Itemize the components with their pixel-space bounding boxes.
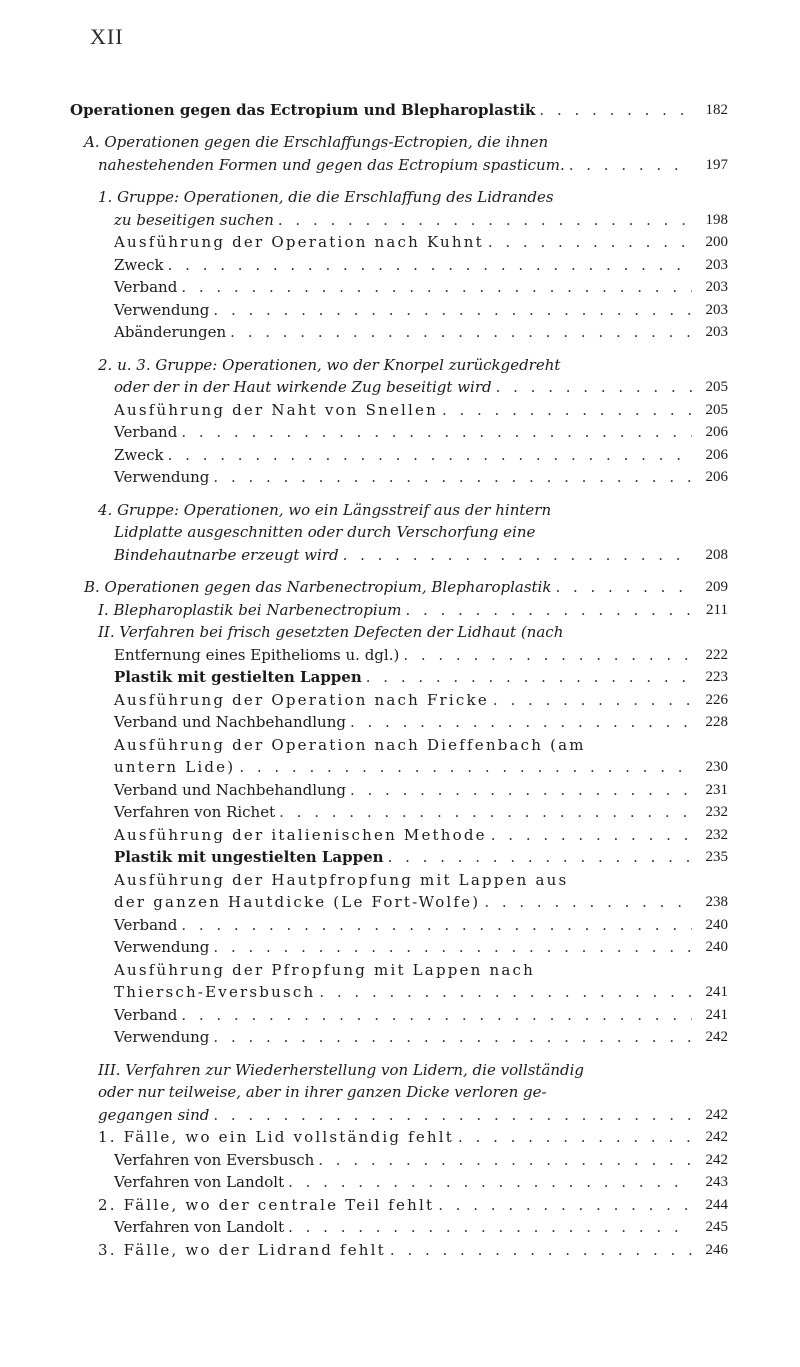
dot-leader (362, 668, 692, 686)
toc-entry (70, 686, 728, 709)
toc-entry-page: 206 (705, 446, 728, 463)
toc-entry-title: Ausführung der Operation nach Kuhnt (114, 233, 484, 251)
toc-entry (70, 1001, 728, 1024)
toc-entry-title: Ausführung der Operation nach Fricke (114, 690, 489, 709)
toc-entry (70, 889, 728, 912)
dot-leader (535, 101, 692, 119)
dot-leader (209, 938, 692, 956)
toc-entry-title: Verfahren von Richet (114, 803, 276, 821)
dot-leader (438, 401, 692, 419)
dot-leader (177, 423, 692, 441)
toc-entry (70, 151, 728, 174)
toc-entry-page: 231 (705, 781, 728, 798)
dot-leader (235, 758, 692, 776)
toc-entry-title: Verwendung (114, 300, 210, 319)
dot-leader (339, 546, 692, 564)
toc-entry-page: 223 (705, 669, 728, 685)
dot-leader (275, 803, 692, 821)
toc-entry-title: Ausführung der Hautpfropfung mit Lappen aus (114, 870, 569, 889)
toc-entry (70, 1079, 728, 1102)
toc-entry (70, 956, 728, 979)
toc-entry (70, 911, 728, 934)
dot-leader (284, 1218, 692, 1236)
toc-entry (70, 274, 728, 297)
toc-entry-page: 240 (705, 916, 728, 933)
toc-entry-page: 205 (705, 379, 728, 395)
toc-entry-page: 242 (705, 1129, 728, 1145)
toc-entry-title: Ausführung der italienischen Methode (114, 825, 487, 844)
toc-entry (70, 979, 728, 1002)
dot-leader (492, 378, 692, 396)
toc-entry (70, 464, 728, 487)
toc-entry-title: 3. Fälle, wo der Lidrand fehlt (98, 1240, 386, 1259)
toc-entry-title: Plastik mit gestielten Lappen (114, 668, 362, 686)
toc-entry-page: 182 (705, 101, 728, 118)
toc-entry-title: oder der in der Haut wirkende Zug beseitigt wird (114, 378, 492, 396)
toc-entry-title: 1. Gruppe: Operationen, die die Erschlaffung des Lidrandes (98, 188, 554, 206)
toc-entry-title: Plastik mit ungestielten Lappen (114, 848, 384, 866)
section-gap (70, 1046, 728, 1056)
toc-entry-page: 243 (705, 1174, 728, 1190)
toc-entry-title: II. Verfahren bei frisch gesetzten Defecten der Lidhaut (nach (98, 623, 564, 641)
section-gap (70, 174, 728, 184)
toc-entry (70, 441, 728, 464)
dot-leader (177, 916, 692, 934)
toc-entry-title: Ausführung der Naht von Snellen (114, 400, 438, 419)
toc-entry-title: Operationen gegen das Ectropium und Blepharoplastik (70, 100, 536, 119)
dot-leader (402, 601, 692, 619)
dot-leader (209, 1028, 692, 1046)
toc-entry (70, 1024, 728, 1047)
dot-leader (480, 893, 692, 911)
dot-leader (274, 211, 692, 229)
toc-entry (70, 229, 728, 252)
toc-entry-title: Thiersch-Eversbusch (114, 983, 316, 1001)
dot-leader (565, 156, 692, 174)
toc-entry-page: 241 (705, 984, 728, 1000)
dot-leader (315, 983, 692, 1001)
toc-entry-title: Ausführung der Pfropfung mit Lappen nach (114, 960, 535, 979)
dot-leader (484, 233, 692, 251)
toc-entry-page: 203 (705, 301, 728, 318)
toc-entry-title: A. Operationen gegen die Erschlaffungs-Ectropien, die ihnen (84, 133, 549, 151)
section-gap (70, 119, 728, 129)
toc-entry-page: 232 (705, 826, 728, 843)
toc-entry (70, 541, 728, 564)
toc-entry-page: 203 (705, 324, 728, 340)
toc-entry-title: Verwendung (114, 938, 210, 956)
toc-entry-page: 200 (705, 234, 728, 250)
section-gap (70, 564, 728, 574)
toc-entry-title: Verband (114, 1005, 178, 1024)
toc-entry (70, 799, 728, 822)
toc-entry-title: Verwendung (114, 1028, 210, 1046)
table-of-contents (70, 96, 728, 1259)
toc-entry-title: 1. Fälle, wo ein Lid vollständig fehlt (98, 1128, 455, 1146)
dot-leader (314, 1151, 692, 1169)
toc-entry (70, 934, 728, 957)
dot-leader (489, 691, 692, 709)
toc-entry (70, 574, 728, 597)
toc-entry-title: 2. Fälle, wo der centrale Teil fehlt (98, 1195, 435, 1214)
toc-entry-title: oder nur teilweise, aber in ihrer ganzen Dicke verloren ge- (98, 1083, 547, 1101)
toc-entry-title: der ganzen Hautdicke (Le Fort-Wolfe) (114, 893, 481, 911)
toc-entry-page: 197 (705, 156, 728, 173)
toc-entry-page: 203 (705, 256, 728, 273)
toc-entry-title: Bindehautnarbe erzeugt wird (114, 545, 339, 564)
toc-entry-page: 242 (705, 1106, 728, 1123)
toc-entry-title: Verfahren von Eversbusch (114, 1150, 315, 1169)
toc-entry-title: Verband und Nachbehandlung (114, 713, 346, 731)
toc-entry-title: Zweck (114, 445, 164, 464)
toc-entry-title: Verfahren von Landolt (114, 1173, 285, 1191)
toc-entry (70, 519, 728, 542)
dot-leader (487, 826, 692, 844)
dot-leader (226, 323, 692, 341)
toc-entry (70, 821, 728, 844)
toc-entry (70, 1056, 728, 1079)
toc-entry (70, 866, 728, 889)
toc-entry-title: gegangen sind (98, 1105, 210, 1124)
section-gap (70, 486, 728, 496)
toc-entry-page: 222 (705, 646, 728, 663)
toc-entry (70, 319, 728, 342)
toc-entry (70, 754, 728, 777)
toc-entry-title: B. Operationen gegen das Narbenectropium, Blepharoplastik (84, 578, 552, 596)
toc-entry-title: I. Blepharoplastik bei Narbenectropium (98, 600, 402, 619)
toc-entry-title: 2. u. 3. Gruppe: Operationen, wo der Knorpel zurückgedreht (98, 355, 561, 374)
dot-leader (164, 446, 692, 464)
dot-leader (209, 468, 692, 486)
dot-leader (399, 646, 692, 664)
toc-entry-title: Ausführung der Operation nach Dieffenbach (am (114, 735, 586, 754)
toc-entry (70, 1101, 728, 1124)
toc-entry-title: Abänderungen (114, 323, 227, 341)
toc-entry (70, 731, 728, 754)
toc-entry (70, 419, 728, 442)
toc-entry (70, 844, 728, 867)
toc-entry-page: 242 (705, 1029, 728, 1045)
toc-entry (70, 619, 728, 642)
toc-entry-page: 245 (705, 1219, 728, 1235)
toc-entry-page: 226 (705, 691, 728, 708)
toc-entry-title: III. Verfahren zur Wiederherstellung von Lidern, die vollständig (98, 1060, 585, 1079)
toc-entry-title: Verband (114, 915, 178, 934)
toc-entry-title: Lidplatte ausgeschnitten oder durch Verschorfung eine (114, 523, 536, 541)
toc-entry (70, 351, 728, 374)
toc-entry-page: 240 (705, 939, 728, 955)
toc-entry-title: Zweck (114, 255, 164, 274)
toc-entry (70, 641, 728, 664)
toc-entry (70, 1236, 728, 1259)
toc-entry-page: 235 (705, 849, 728, 865)
dot-leader (346, 781, 692, 799)
toc-entry-page: 242 (705, 1151, 728, 1168)
toc-entry (70, 709, 728, 732)
dot-leader (384, 848, 692, 866)
toc-entry-page: 230 (705, 759, 728, 775)
toc-entry (70, 1169, 728, 1192)
dot-leader (454, 1128, 692, 1146)
toc-entry (70, 1146, 728, 1169)
toc-entry (70, 496, 728, 519)
dot-leader (386, 1241, 692, 1259)
dot-leader (551, 578, 692, 596)
toc-entry-page: 206 (705, 469, 728, 485)
toc-entry-page: 246 (705, 1241, 728, 1258)
toc-entry-title: Verband (114, 423, 178, 441)
toc-entry-page: 211 (706, 601, 728, 618)
toc-entry-page: 206 (705, 424, 728, 440)
toc-entry-page: 238 (705, 894, 728, 910)
toc-entry-page: 228 (705, 714, 728, 730)
toc-entry-page: 232 (705, 804, 728, 820)
dot-leader (209, 301, 692, 319)
toc-entry (70, 664, 728, 687)
dot-leader (177, 278, 692, 296)
toc-entry-title: untern Lide) (114, 758, 236, 776)
toc-entry (70, 251, 728, 274)
toc-entry (70, 296, 728, 319)
toc-entry-title: Entfernung eines Epithelioms u. dgl.) (114, 645, 400, 664)
dot-leader (177, 1006, 692, 1024)
toc-entry (70, 1124, 728, 1147)
toc-entry (70, 776, 728, 799)
toc-entry-title: Verfahren von Landolt (114, 1218, 285, 1236)
toc-entry-title: Verband (114, 278, 178, 296)
toc-entry (70, 206, 728, 229)
toc-entry (70, 374, 728, 397)
toc-entry-page: 208 (705, 546, 728, 563)
dot-leader (346, 713, 692, 731)
toc-entry-page: 198 (705, 211, 728, 228)
toc-entry (70, 96, 728, 119)
page-number: XII (90, 24, 124, 49)
toc-entry (70, 396, 728, 419)
toc-entry-page: 241 (705, 1006, 728, 1023)
toc-entry (70, 184, 728, 207)
dot-leader (434, 1196, 692, 1214)
toc-entry-page: 244 (705, 1196, 728, 1213)
toc-entry (70, 129, 728, 152)
toc-entry-title: nahestehenden Formen und gegen das Ectropium spasticum. (98, 155, 565, 174)
toc-entry-title: Verband und Nachbehandlung (114, 780, 346, 799)
toc-entry-title: Verwendung (114, 468, 210, 486)
dot-leader (164, 256, 692, 274)
toc-entry (70, 596, 728, 619)
toc-entry-title: 4. Gruppe: Operationen, wo ein Längsstreif aus der hintern (98, 500, 552, 519)
dot-leader (209, 1106, 692, 1124)
toc-entry (70, 1191, 728, 1214)
toc-entry-page: 205 (705, 401, 728, 418)
toc-entry (70, 1214, 728, 1237)
toc-entry-title: zu beseitigen suchen (114, 210, 274, 229)
toc-entry-page: 209 (705, 579, 728, 595)
section-gap (70, 341, 728, 351)
dot-leader (284, 1173, 692, 1191)
toc-entry-page: 203 (705, 279, 728, 295)
